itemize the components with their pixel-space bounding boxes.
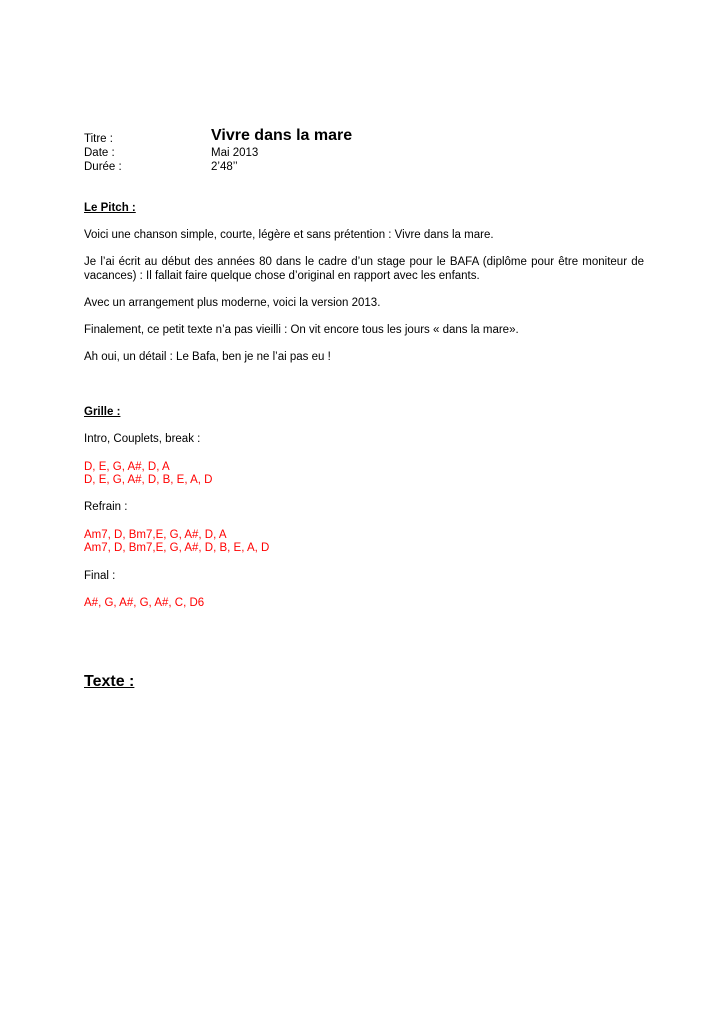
pitch-heading: Le Pitch :	[84, 202, 136, 214]
grille-heading: Grille :	[84, 406, 121, 418]
duration-value: 2’48’’	[211, 161, 238, 173]
date-label: Date :	[84, 147, 115, 159]
pitch-paragraph-5: Ah oui, un détail : Le Bafa, ben je ne l’ai pas eu !	[84, 351, 331, 363]
pitch-paragraph-3: Avec un arrangement plus moderne, voici la version 2013.	[84, 297, 381, 309]
intro-label: Intro, Couplets, break :	[84, 433, 201, 445]
final-label: Final :	[84, 570, 116, 582]
final-chords-line-1: A#, G, A#, G, A#, C, D6	[84, 597, 205, 609]
duration-label: Durée :	[84, 161, 122, 173]
refrain-chords-line-2: Am7, D, Bm7,E, G, A#, D, B, E, A, D	[84, 542, 270, 554]
pitch-paragraph-4: Finalement, ce petit texte n’a pas vieilli : On vit encore tous les jours « dans la mare».	[84, 324, 519, 336]
song-title: Vivre dans la mare	[211, 127, 353, 144]
pitch-paragraph-1: Voici une chanson simple, courte, légère et sans prétention : Vivre dans la mare.	[84, 229, 494, 241]
texte-heading: Texte :	[84, 673, 135, 690]
intro-chords-line-1: D, E, G, A#, D, A	[84, 461, 170, 473]
intro-chords-line-2: D, E, G, A#, D, B, E, A, D	[84, 474, 213, 486]
title-label: Titre :	[84, 133, 113, 145]
pitch-paragraph-2: Je l’ai écrit au début des années 80 dans le cadre d’un stage pour le BAFA (diplôme pour être moniteur de vacances) : Il fallait faire quelque chose d’original en rapport avec les enfants.	[84, 256, 644, 282]
date-value: Mai 2013	[211, 147, 259, 159]
refrain-chords-line-1: Am7, D, Bm7,E, G, A#, D, A	[84, 529, 227, 541]
refrain-label: Refrain :	[84, 501, 128, 513]
